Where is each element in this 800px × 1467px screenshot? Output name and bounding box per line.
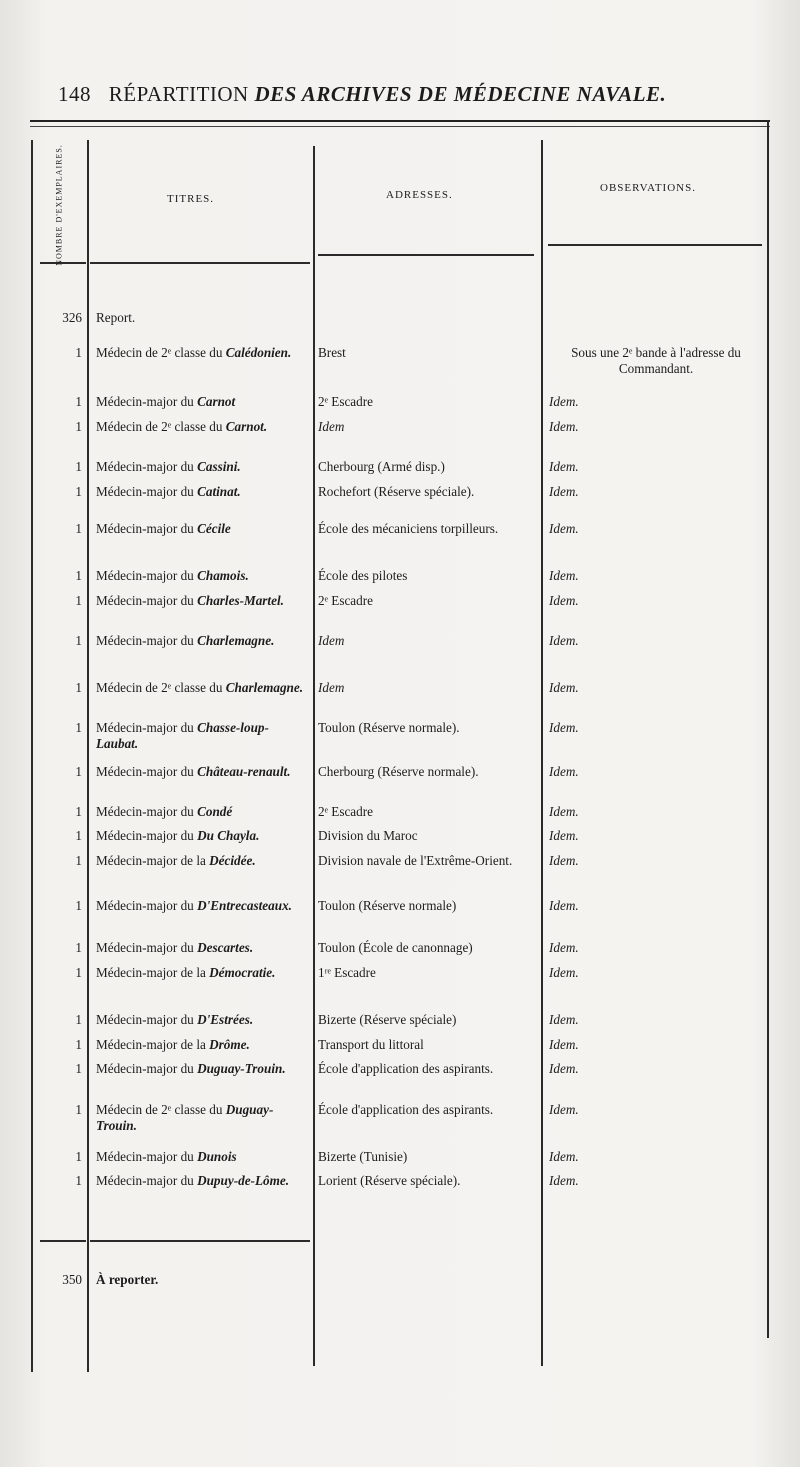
row-title bbox=[96, 593, 308, 609]
row-title bbox=[96, 680, 308, 696]
row-address: Bizerte (Tunisie) bbox=[318, 1149, 408, 1164]
row-address: Division navale de l'Extrême-Orient. bbox=[318, 853, 513, 868]
row-address: Cherbourg (Réserve normale). bbox=[318, 764, 479, 779]
row-title-text: Médecin-major du bbox=[96, 764, 198, 779]
row-observation: Idem. bbox=[549, 1102, 579, 1117]
row-ship-name: Duguay-Trouin. bbox=[96, 1102, 274, 1133]
row-title-text: Médecin-major du bbox=[96, 459, 198, 474]
row-title bbox=[96, 1173, 308, 1189]
row-title-text: Médecin-major du bbox=[96, 898, 198, 913]
row-title bbox=[96, 1061, 308, 1077]
row-count: 1 bbox=[75, 1102, 82, 1117]
row-address: 1ʳᵉ Escadre bbox=[318, 965, 376, 980]
row-ship-name: Charlemagne. bbox=[197, 633, 275, 648]
row-address: 2ᵉ Escadre bbox=[318, 593, 374, 608]
row-address: Brest bbox=[318, 345, 346, 360]
row-address: Rochefort (Réserve spéciale). bbox=[318, 484, 475, 499]
row-observation: Idem. bbox=[549, 593, 579, 608]
row-count: 1 bbox=[75, 828, 82, 843]
total-label: À reporter. bbox=[96, 1272, 159, 1287]
row-title bbox=[96, 1012, 308, 1028]
total-rule-count bbox=[40, 1240, 86, 1242]
row-observation: Idem. bbox=[549, 804, 579, 819]
row-address: 2ᵉ Escadre bbox=[318, 394, 374, 409]
row-observation: Idem. bbox=[549, 1012, 579, 1027]
row-ship-name: Carnot. bbox=[225, 419, 268, 434]
row-count: 1 bbox=[75, 940, 82, 955]
addresses-column-header: ADRESSES. bbox=[386, 189, 453, 201]
row-title bbox=[96, 940, 308, 956]
top-rule bbox=[30, 120, 770, 122]
row-ship-name: Charles-Martel. bbox=[197, 593, 284, 608]
row-title bbox=[96, 568, 308, 584]
row-title bbox=[96, 804, 308, 820]
row-title bbox=[96, 1149, 308, 1165]
right-border-line bbox=[767, 120, 769, 1338]
row-title-text: Médecin-major du bbox=[96, 1012, 198, 1027]
row-observation: Idem. bbox=[549, 459, 579, 474]
row-observation: Idem. bbox=[549, 680, 579, 695]
report-label: Report. bbox=[96, 310, 136, 325]
row-count: 1 bbox=[75, 1061, 82, 1076]
row-title-text: Médecin-major de la bbox=[96, 853, 210, 868]
row-observation: Idem. bbox=[549, 521, 579, 536]
row-observation: Idem. bbox=[549, 965, 579, 980]
row-ship-name: Drôme. bbox=[209, 1037, 250, 1052]
row-title-text: Médecin-major du bbox=[96, 1149, 198, 1164]
row-title bbox=[96, 459, 308, 475]
row-title bbox=[96, 965, 308, 981]
row-title bbox=[96, 484, 308, 500]
row-title bbox=[96, 419, 308, 435]
left-border-line bbox=[31, 140, 33, 1372]
row-observation: Idem. bbox=[549, 1173, 579, 1188]
row-title bbox=[96, 394, 308, 410]
row-ship-name: Château-renault. bbox=[197, 764, 291, 779]
row-title-text: Médecin-major du bbox=[96, 940, 198, 955]
row-ship-name: Condé bbox=[197, 804, 233, 819]
row-address: Idem bbox=[318, 680, 345, 695]
row-count: 1 bbox=[75, 853, 82, 868]
row-ship-name: Charlemagne. bbox=[225, 680, 304, 695]
row-ship-name: Dupuy-de-Lôme. bbox=[197, 1173, 290, 1188]
header-title-roman: RÉPARTITION bbox=[108, 82, 249, 106]
count-column-header bbox=[34, 144, 84, 266]
row-title bbox=[96, 345, 308, 361]
row-title-text: Médecin-major du bbox=[96, 521, 198, 536]
row-title-text: Médecin-major du bbox=[96, 633, 198, 648]
row-title bbox=[96, 828, 308, 844]
row-observation: Idem. bbox=[549, 720, 579, 735]
row-title bbox=[96, 521, 308, 537]
row-ship-name: Catinat. bbox=[197, 484, 241, 499]
row-observation: Idem. bbox=[549, 484, 579, 499]
row-ship-name: Duguay-Trouin. bbox=[197, 1061, 286, 1076]
row-count: 1 bbox=[75, 484, 82, 499]
top-rule-thin bbox=[30, 126, 770, 127]
row-title-text: Médecin-major de la bbox=[96, 1037, 210, 1052]
row-address: Bizerte (Réserve spéciale) bbox=[318, 1012, 457, 1027]
row-title-text: Médecin-major du bbox=[96, 1061, 198, 1076]
row-count: 1 bbox=[75, 593, 82, 608]
row-count: 1 bbox=[75, 1173, 82, 1188]
titles-column-header: TITRES. bbox=[167, 193, 215, 205]
row-count: 1 bbox=[75, 1037, 82, 1052]
row-count: 1 bbox=[75, 680, 82, 695]
row-ship-name: D'Entrecasteaux. bbox=[197, 898, 292, 913]
row-count: 1 bbox=[75, 1012, 82, 1027]
row-title bbox=[96, 720, 308, 752]
row-title-text: Médecin-major du bbox=[96, 1173, 198, 1188]
row-ship-name: Chasse-loup-Laubat. bbox=[96, 720, 269, 751]
row-title-text: Médecin de 2ᵉ classe du bbox=[96, 680, 226, 695]
observations-column-header: OBSERVATIONS. bbox=[600, 182, 696, 194]
header-underline-observations bbox=[548, 244, 762, 246]
row-title-text: Médecin-major du bbox=[96, 804, 198, 819]
addresses-column-divider bbox=[541, 140, 543, 1366]
row-observation: Idem. bbox=[549, 419, 579, 434]
row-address: École d'application des aspirants. bbox=[318, 1102, 494, 1117]
row-ship-name: Du Chayla. bbox=[197, 828, 260, 843]
row-address: 2ᵉ Escadre bbox=[318, 804, 374, 819]
page-number: 148 bbox=[58, 82, 91, 106]
row-ship-name: Descartes. bbox=[197, 940, 254, 955]
row-count: 1 bbox=[75, 394, 82, 409]
row-observation: Idem. bbox=[549, 568, 579, 583]
row-title-text: Médecin-major du bbox=[96, 593, 198, 608]
row-count: 1 bbox=[75, 459, 82, 474]
row-count: 1 bbox=[75, 965, 82, 980]
row-address: Lorient (Réserve spéciale). bbox=[318, 1173, 461, 1188]
row-ship-name: Carnot bbox=[197, 394, 236, 409]
row-observation: Idem. bbox=[549, 1149, 579, 1164]
row-title-text: Médecin-major du bbox=[96, 394, 198, 409]
row-count: 1 bbox=[75, 764, 82, 779]
row-title-text: Médecin-major du bbox=[96, 568, 198, 583]
row-count: 1 bbox=[75, 345, 82, 360]
row-address: Transport du littoral bbox=[318, 1037, 424, 1052]
row-observation: Sous une 2ᵉ bande à l'adresse du Commandant. bbox=[571, 345, 741, 376]
row-ship-name: Calédonien. bbox=[225, 345, 292, 360]
row-count: 1 bbox=[75, 804, 82, 819]
row-count: 1 bbox=[75, 1149, 82, 1164]
row-address: École des pilotes bbox=[318, 568, 408, 583]
row-ship-name: Chamois. bbox=[197, 568, 249, 583]
row-address: Cherbourg (Armé disp.) bbox=[318, 459, 445, 474]
row-title-text: Médecin-major du bbox=[96, 720, 198, 735]
row-count: 1 bbox=[75, 898, 82, 913]
row-observation: Idem. bbox=[549, 764, 579, 779]
row-address: Toulon (École de canonnage) bbox=[318, 940, 473, 955]
row-title bbox=[96, 1037, 308, 1053]
header-title-italic: DES ARCHIVES DE MÉDECINE NAVALE. bbox=[254, 82, 667, 106]
row-observation: Idem. bbox=[549, 394, 579, 409]
row-title-text: Médecin-major de la bbox=[96, 965, 210, 980]
row-observation: Idem. bbox=[549, 828, 579, 843]
row-address: Toulon (Réserve normale). bbox=[318, 720, 460, 735]
report-count: 326 bbox=[62, 310, 82, 325]
total-count: 350 bbox=[62, 1272, 82, 1287]
row-count: 1 bbox=[75, 633, 82, 648]
row-title-text: Médecin de 2ᵉ classe du bbox=[96, 419, 226, 434]
row-ship-name: Cécile bbox=[197, 521, 231, 536]
total-rule-title bbox=[90, 1240, 310, 1242]
row-ship-name: Cassini. bbox=[197, 459, 241, 474]
row-count: 1 bbox=[75, 521, 82, 536]
row-count: 1 bbox=[75, 720, 82, 735]
row-title bbox=[96, 633, 308, 649]
header-underline-addresses bbox=[318, 254, 534, 256]
row-observation: Idem. bbox=[549, 1061, 579, 1076]
row-title-text: Médecin-major du bbox=[96, 828, 198, 843]
row-count: 1 bbox=[75, 568, 82, 583]
row-title-text: Médecin de 2ᵉ classe du bbox=[96, 1102, 226, 1117]
row-title bbox=[96, 764, 308, 780]
row-observation: Idem. bbox=[549, 853, 579, 868]
row-ship-name: Dunois bbox=[197, 1149, 237, 1164]
row-ship-name: Décidée. bbox=[209, 853, 256, 868]
row-address: Toulon (Réserve normale) bbox=[318, 898, 457, 913]
row-title bbox=[96, 1102, 308, 1134]
row-count: 1 bbox=[75, 419, 82, 434]
count-column-label: NOMBRE D'EXEMPLAIRES. bbox=[54, 144, 64, 266]
row-title-text: Médecin de 2ᵉ classe du bbox=[96, 345, 226, 360]
row-observation: Idem. bbox=[549, 898, 579, 913]
row-title bbox=[96, 898, 308, 914]
row-observation: Idem. bbox=[549, 1037, 579, 1052]
row-title-text: Médecin-major du bbox=[96, 484, 198, 499]
row-observation: Idem. bbox=[549, 940, 579, 955]
row-address: Idem bbox=[318, 419, 345, 434]
row-ship-name: Démocratie. bbox=[209, 965, 276, 980]
row-ship-name: D'Estrées. bbox=[197, 1012, 254, 1027]
row-observation: Idem. bbox=[549, 633, 579, 648]
row-address: École des mécaniciens torpilleurs. bbox=[318, 521, 499, 536]
row-address: Division du Maroc bbox=[318, 828, 418, 843]
row-title bbox=[96, 853, 308, 869]
row-address: Idem bbox=[318, 633, 345, 648]
header-underline-titles bbox=[90, 262, 310, 264]
titles-column-divider bbox=[313, 146, 315, 1366]
row-address: École d'application des aspirants. bbox=[318, 1061, 494, 1076]
page-header bbox=[58, 82, 758, 118]
